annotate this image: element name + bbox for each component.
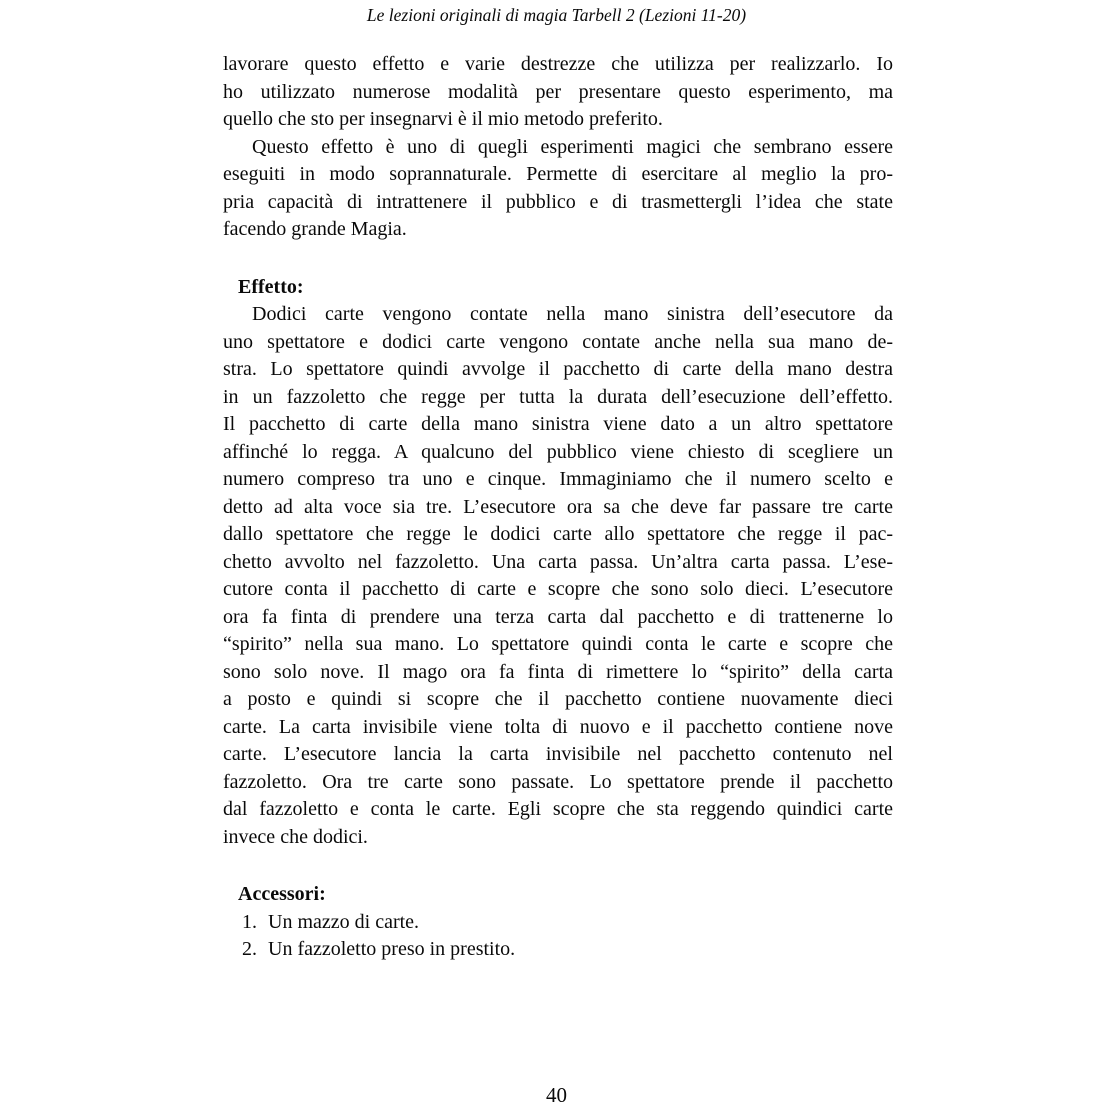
text-line: Dodici carte vengono contate nella mano sinistra dell’esecutore da (252, 303, 893, 325)
text-line: facendo grande Magia. (223, 218, 407, 240)
text-line: dallo spettatore che regge le dodici carte allo spettatore che regge il pac- (223, 523, 893, 545)
text-line: fazzoletto. Ora tre carte sono passate. Lo spettatore prende il pacchetto (223, 770, 893, 793)
text-line: “spirito” nella sua mano. Lo spettatore quindi conta le carte e scopre che (223, 633, 893, 655)
running-header: Le lezioni originali di magia Tarbell 2 (Lezioni 11-20) (366, 5, 747, 25)
text-line: carte. L’esecutore lancia la carta invisibile nel pacchetto contenuto nel (223, 743, 893, 765)
text-line: quello che sto per insegnarvi è il mio metodo preferito. (223, 108, 663, 130)
page-number: 40 (546, 1083, 567, 1107)
text-line: uno spettatore e dodici carte vengono contate anche nella sua mano de- (223, 330, 893, 353)
numbered-list (223, 909, 893, 964)
list-marker: 2. (242, 938, 257, 960)
section-heading: Accessori: (238, 883, 326, 905)
list-item (223, 909, 893, 937)
list-marker: 1. (242, 910, 257, 933)
text-line: Il pacchetto di carte della mano sinistra viene dato a un altro spettatore (223, 413, 893, 435)
text-line: a posto e quindi si scopre che il pacchetto contiene nuovamente dieci (223, 688, 893, 710)
text-line: stra. Lo spettatore quindi avvolge il pacchetto di carte della mano destra (223, 358, 893, 380)
text-line: dal fazzoletto e conta le carte. Egli scopre che sta reggendo quindici carte (223, 798, 893, 820)
text-line: numero compreso tra uno e cinque. Immaginiamo che il numero scelto e (223, 468, 893, 490)
text-line: carte. La carta invisibile viene tolta di nuovo e il pacchetto contiene nove (223, 715, 893, 738)
text-line: Questo effetto è uno di quegli esperimenti magici che sembrano essere (252, 135, 893, 158)
page-body (223, 51, 893, 964)
section-heading: Effetto: (238, 275, 304, 298)
text-line: lavorare questo effetto e varie destrezze che utilizza per realizzarlo. Io (223, 53, 893, 75)
text-line: sono solo nove. Il mago ora fa finta di rimettere lo “spirito” della carta (223, 660, 893, 683)
text-line: detto ad alta voce sia tre. L’esecutore ora sa che deve far passare tre carte (223, 495, 893, 518)
paragraph (223, 51, 893, 134)
text-line: cutore conta il pacchetto di carte e scopre che sono solo dieci. L’esecutore (223, 578, 893, 600)
list-item-text: Un mazzo di carte. (268, 910, 420, 933)
text-line: pria capacità di intrattenere il pubblico e di trasmettergli l’idea che state (223, 190, 893, 213)
text-line: invece che dodici. (223, 825, 368, 848)
text-line: chetto avvolto nel fazzoletto. Una carta passa. Un’altra carta passa. L’ese- (223, 550, 893, 573)
paragraph (223, 134, 893, 244)
paragraph (223, 301, 893, 851)
text-line: affinché lo regga. A qualcuno del pubblico viene chiesto di scegliere un (223, 440, 893, 463)
text-line: ora fa finta di prendere una terza carta dal pacchetto e di trattenerne lo (223, 605, 893, 628)
list-item (223, 936, 893, 964)
text-line: ho utilizzato numerose modalità per presentare questo esperimento, ma (223, 80, 893, 103)
list-item-text: Un fazzoletto preso in prestito. (268, 938, 516, 960)
text-line: in un fazzoletto che regge per tutta la durata dell’esecuzione dell’effetto. (223, 385, 893, 408)
text-line: eseguiti in modo soprannaturale. Permette di esercitare al meglio la pro- (223, 163, 893, 185)
